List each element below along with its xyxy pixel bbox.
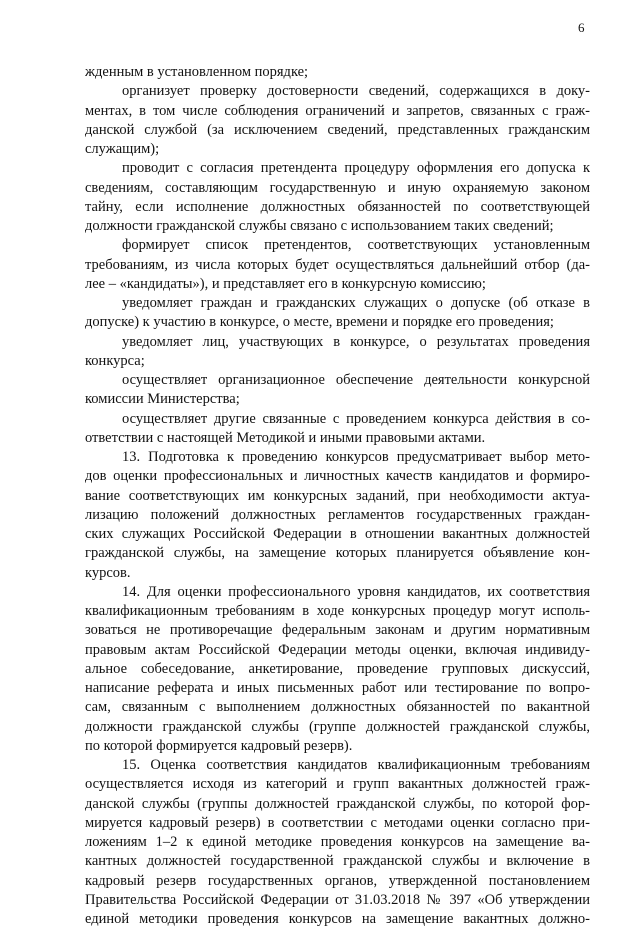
text-line: тайну, если исполнение должностных обязанностей по соответствующей — [85, 198, 590, 215]
text-line: уведомляет лиц, участвующих в конкурсе, о результатах проведения — [122, 333, 590, 350]
body-text — [85, 63, 590, 929]
text-line: осуществляет другие связанные с проведением конкурса действия в со- — [122, 410, 590, 427]
text-line: кадровый резерв государственных органов, утвержденной постановлением — [85, 872, 590, 889]
text-line: единой методики проведения конкурсов на замещение вакантных должно- — [85, 911, 590, 927]
text-line: служащим); — [85, 141, 160, 157]
text-line: должности гражданской службы связано с использованием таких сведений; — [85, 218, 554, 234]
text-line: кантных должностей государственной гражданской службы и включение в — [85, 853, 590, 870]
text-line: курсов. — [85, 564, 131, 581]
text-line: по которой формируется кадровый резерв). — [85, 737, 353, 754]
text-line: правовым актам Российской Федерации методы оценки, включая индивиду- — [85, 641, 590, 658]
text-line: дов оценки профессиональных и личностных качеств кандидатов и формиро- — [85, 468, 590, 485]
text-line: должности гражданской службы (группе должностей гражданской службы, — [85, 718, 590, 735]
text-line: 14. Для оценки профессионального уровня кандидатов, их соответствия — [122, 583, 590, 600]
text-line: написание реферата и иных письменных работ или тестирование по вопро- — [85, 680, 590, 696]
text-line: ментах, в том числе соблюдения ограничений и запретов, связанных с граж- — [85, 102, 590, 119]
text-line: гражданской службы, на замещение которых планируется объявление кон- — [85, 545, 590, 562]
text-line: сведениям, составляющим государственную и иную охраняемую законом — [85, 179, 590, 196]
text-line: лее – «кандидаты»), и представляет его в конкурсную комиссию; — [85, 275, 486, 292]
text-line: допуске) к участию в конкурсе, о месте, времени и порядке его проведения; — [85, 314, 554, 331]
text-line: зоваться не противоречащие федеральным законам и другим нормативным — [85, 622, 590, 639]
text-line: мируется кадровый резерв) в соответствии с методами оценки согласно при- — [85, 814, 590, 831]
text-line: конкурса; — [85, 352, 145, 369]
text-line: организует проверку достоверности сведений, содержащихся в доку- — [122, 83, 590, 100]
text-line: уведомляет граждан и гражданских служащих о допуске (об отказе в — [122, 295, 590, 311]
text-line: осуществляется исходя из категорий и групп вакантных должностей граж- — [85, 776, 590, 793]
text-line: данской службы (группы должностей гражданской службы, по которой фор- — [85, 795, 590, 812]
text-line: формирует список претендентов, соответствующих установленным — [122, 237, 590, 254]
text-line: проводит с согласия претендента процедуру оформления его допуска к — [122, 160, 590, 177]
text-line: 15. Оценка соответствия кандидатов квалификационным требованиям — [122, 757, 590, 773]
text-line: комиссии Министерства; — [85, 391, 240, 408]
text-line: квалификационным требованиям в ходе конкурсных процедур могут исполь- — [85, 603, 590, 619]
text-line: данской службой (за исключением сведений, представленных гражданским — [85, 121, 590, 138]
text-line: Правительства Российской Федерации от 31.03.2018 № 397 «Об утверждении — [85, 891, 590, 908]
text-line: осуществляет организационное обеспечение деятельности конкурсной — [122, 372, 590, 388]
text-line: вание соответствующих им конкурсных заданий, при необходимости актуа- — [85, 487, 590, 504]
text-line: сам, связанным с выполнением должностных обязанностей по вакантной — [85, 699, 590, 716]
text-line: требованиям, из числа которых будет осуществляться дальнейший отбор (да- — [85, 256, 590, 273]
text-line: лизацию положений должностных регламентов государственных граждан- — [85, 506, 590, 523]
page-number: 6 — [578, 20, 585, 35]
text-line: ответствии с настоящей Методикой и иными правовыми актами. — [85, 429, 486, 446]
text-line: альное собеседование, анкетирование, проведение групповых дискуссий, — [85, 660, 590, 677]
text-line: ложениям 1–2 к единой методике проведения конкурсов на замещение ва- — [85, 834, 590, 850]
text-line: жденным в установленном порядке; — [85, 64, 309, 80]
text-line: 13. Подготовка к проведению конкурсов предусматривает выбор мето- — [122, 449, 590, 465]
text-line: ских служащих Российской Федерации в отношении вакантных должностей — [85, 526, 590, 542]
